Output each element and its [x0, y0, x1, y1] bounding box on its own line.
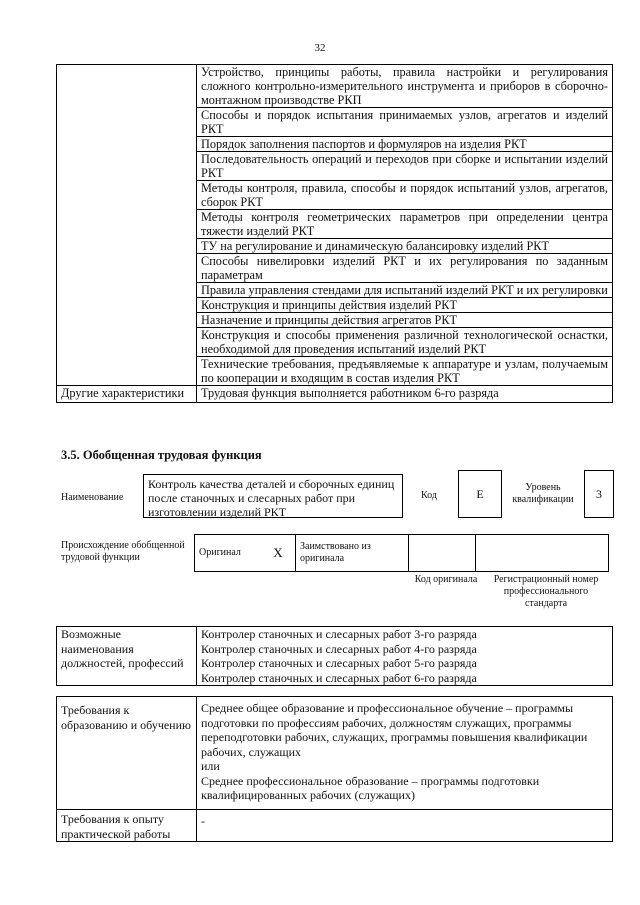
name-label: Наименование: [61, 492, 124, 503]
origin-table: [194, 534, 609, 572]
page-number: 32: [314, 42, 326, 54]
code-value: E: [458, 470, 502, 518]
other-characteristics-label: Другие характеристики: [57, 386, 197, 403]
education-value: [197, 697, 613, 810]
level-label: Уровень квалификации: [512, 482, 574, 505]
education-label: Требования к образованию и обучению: [57, 697, 197, 810]
knowledge-item: Способы нивелировки изделий РКТ и их регулирования по заданным параметрам: [197, 254, 613, 283]
other-characteristics-value: Трудовая функция выполняется работником 6-го разряда: [197, 386, 613, 403]
level-value: 3: [584, 470, 614, 518]
table-row: [195, 535, 609, 572]
borrowed-cell: Заимствовано из оригинала: [296, 535, 409, 572]
registration-number-cell: [476, 535, 609, 572]
table-row: [57, 810, 613, 842]
education-line: или: [201, 759, 220, 773]
position-item: Контролер станочных и слесарных работ 6-го разряда: [201, 670, 477, 685]
position-item: Контролер станочных и слесарных работ 3-го разряда: [201, 627, 477, 641]
original-code-cell: [409, 535, 476, 572]
experience-value: -: [197, 810, 613, 842]
knowledge-item: Назначение и принципы действия агрегатов РКТ: [197, 313, 613, 328]
knowledge-item: Методы контроля, правила, способы и порядок испытаний узлов, агрегатов, сборок РКТ: [197, 181, 613, 210]
knowledge-item: Способы и порядок испытания принимаемых узлов, агрегатов и изделий РКТ: [197, 108, 613, 137]
table-row: [57, 697, 613, 810]
section-title: 3.5. Обобщенная трудовая функция: [61, 448, 262, 462]
name-value: Контроль качества деталей и сборочных единиц после станочных и слесарных работ при изготовлении изделий РКТ: [143, 474, 403, 518]
code-label: Код: [421, 490, 437, 501]
education-line: Среднее общее образование и профессиональное обучение – программы подготовки по профессиям рабочих, должностям служащих, программы переподготовки рабочих, служащих, программы повышения квалификации рабочих, служащих: [201, 701, 588, 759]
original-mark: X: [261, 535, 296, 572]
positions-list: [197, 627, 613, 686]
knowledge-label-cell: [57, 65, 197, 386]
knowledge-item: Порядок заполнения паспортов и формуляров на изделия РКТ: [197, 137, 613, 152]
table-row: [57, 627, 613, 686]
knowledge-item: Правила управления стендами для испытаний изделий РКТ и их регулировки: [197, 283, 613, 298]
knowledge-item: ТУ на регулирование и динамическую балансировку изделий РКТ: [197, 239, 613, 254]
knowledge-item: Технические требования, предъявляемые к аппаратуре и узлам, получаемым по кооперации и входящим в состав изделия РКТ: [197, 357, 613, 386]
positions-table: [56, 626, 613, 686]
origin-label: Происхождение обобщенной трудовой функции: [61, 540, 185, 563]
positions-label: Возможные наименования должностей, профессий: [57, 627, 197, 686]
knowledge-item: Последовательность операций и переходов при сборке и испытании изделий РКТ: [197, 152, 613, 181]
position-item: Контролер станочных и слесарных работ 5-го разряда: [201, 656, 477, 670]
knowledge-item: Методы контроля геометрических параметров при определении центра тяжести изделий РКТ: [197, 210, 613, 239]
experience-label: Требования к опыту практической работы: [57, 810, 197, 842]
registration-number-caption: Регистрационный номер профессионального стандарта: [493, 574, 599, 609]
knowledge-item: Конструкция и принципы действия изделий РКТ: [197, 298, 613, 313]
education-line: Среднее профессиональное образование – программы подготовки квалифицированных рабочих (служащих): [201, 773, 540, 802]
original-cell: Оригинал: [195, 535, 262, 572]
knowledge-table: [56, 64, 613, 403]
table-row: [57, 386, 613, 403]
original-code-caption: Код оригинала: [414, 574, 478, 585]
requirements-table: [56, 696, 613, 842]
knowledge-item: Устройство, принципы работы, правила настройки и регулирования сложного контрольно-измерительного инструмента и приборов в сборочно-монтажном производстве РКП: [197, 65, 613, 108]
table-row: [57, 65, 613, 108]
position-item: Контролер станочных и слесарных работ 4-го разряда: [201, 641, 477, 656]
knowledge-item: Конструкция и способы применения различной технологической оснастки, необходимой для проведения испытаний изделий РКТ: [197, 328, 613, 357]
